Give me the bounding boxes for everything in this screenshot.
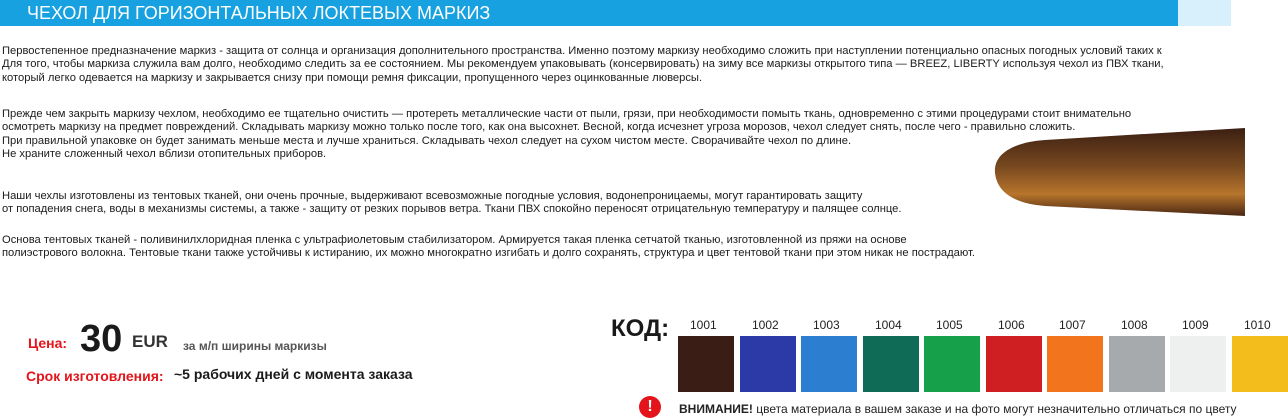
page-header [0, 0, 1178, 26]
lead-time-value: ~5 рабочих дней с момента заказа [174, 366, 413, 382]
color-swatch-1003[interactable] [801, 336, 857, 392]
color-code-1007: 1007 [1059, 318, 1086, 332]
color-code-1009: 1009 [1182, 318, 1209, 332]
color-swatch-1008[interactable] [1109, 336, 1165, 392]
color-swatch-1004[interactable] [863, 336, 919, 392]
color-code-1008: 1008 [1121, 318, 1148, 332]
text-line: При правильной упаковке он будет занимать меньше места и лучше храниться. Складывать чехол следует на сухом чистом месте. Сворачивайте чехол по длине. [2, 134, 852, 147]
text-line: Для того, чтобы маркиза служила вам долго, необходимо следить за ее состоянием. Мы рекомендуем упаковывать (консервировать) на зиму все маркизы открытого типа — BREEZ, LIBERTY используя чехол из ПВХ ткани, [2, 58, 1164, 71]
text-line: от попадения снега, воды в механизмы системы, а также - защиту от резких порывов ветра. Ткани ПВХ спокойно переносят отрицательную температуру и палящее солнце. [2, 203, 902, 216]
color-code-1010: 1010 [1244, 318, 1271, 332]
color-swatch-1002[interactable] [740, 336, 796, 392]
text-line: Прежде чем закрыть маркизу чехлом, необходимо ее тщательно очистить — протереть металлические части от пыли, грязи, при необходимости помыть ткань, одновременно с этими процедурами стоит внимательно [2, 108, 1132, 120]
color-code-1005: 1005 [936, 318, 963, 332]
text-line: который легко одевается на маркизу и закрывается снизу при помощи ремня фиксации, пропущенного через оцинкованные люверсы. [2, 71, 703, 84]
paragraph-4 [2, 234, 975, 261]
color-swatch-1007[interactable] [1047, 336, 1103, 392]
price-currency: EUR [132, 332, 168, 351]
color-swatch-1001[interactable] [678, 336, 734, 392]
color-swatch-1006[interactable] [986, 336, 1042, 392]
warning-note [679, 402, 1237, 416]
header-accent [1178, 0, 1231, 26]
warning-text: цвета материала в вашем заказе и на фото могут незначительно отличаться по цвету [752, 402, 1237, 416]
color-swatch-1009[interactable] [1170, 336, 1226, 392]
text-line: Первостепенное предназначение маркиз - защита от солнца и организация дополнительного пространства. Именно поэтому маркизу необходимо сложить при наступлении потенциально опасных погодных условий таких к [2, 45, 1162, 57]
color-code-1003: 1003 [813, 318, 840, 332]
color-code-1002: 1002 [752, 318, 779, 332]
color-swatch-1005[interactable] [924, 336, 980, 392]
text-line: Основа тентовых тканей - поливинилхлоридная пленка с ультрафиолетовым стабилизатором. Армируется такая пленка сетчатой тканью, изготовленной из пряжи на основе [2, 234, 907, 246]
price-value: 30 [80, 318, 123, 360]
price-unit: за м/п ширины маркизы [183, 339, 327, 353]
text-line: полиэстрового волокна. Тентовые ткани также устойчивы к истиранию, их можно многократно изгибать и долго сохранять, структура и цвет тентовой ткани при этом никак не пострадают. [2, 247, 976, 260]
text-line: Наши чехлы изготовлены из тентовых тканей, они очень прочные, выдерживают всевозможные погодные условия, водонепроницаемы, могут гарантировать защиту [2, 190, 863, 202]
color-code-1004: 1004 [875, 318, 902, 332]
page-title: ЧЕХОЛ ДЛЯ ГОРИЗОНТАЛЬНЫХ ЛОКТЕВЫХ МАРКИЗ [27, 3, 491, 23]
color-code-1001: 1001 [690, 318, 717, 332]
lead-time-label: Срок изготовления: [26, 368, 164, 384]
warning-title: ВНИМАНИЕ! [679, 402, 753, 416]
paragraph-1 [2, 45, 1164, 85]
price-label: Цена: [28, 335, 68, 351]
paragraph-2 [2, 108, 1131, 161]
awning-cover-image [985, 128, 1245, 218]
warning-icon: ! [639, 396, 661, 418]
text-line: Не храните сложенный чехол вблизи отопительных приборов. [2, 147, 327, 160]
color-code-label: КОД: [611, 315, 670, 342]
color-swatch-1010[interactable] [1232, 336, 1288, 392]
paragraph-3 [2, 190, 902, 217]
text-line: осмотреть маркизу на предмет повреждений. Складывать маркизу можно только после того, как она высохнет. Весной, когда исчезнет угроза морозов, чехол следует снять, после чего - правильно сложить. [2, 121, 1076, 134]
color-code-1006: 1006 [998, 318, 1025, 332]
